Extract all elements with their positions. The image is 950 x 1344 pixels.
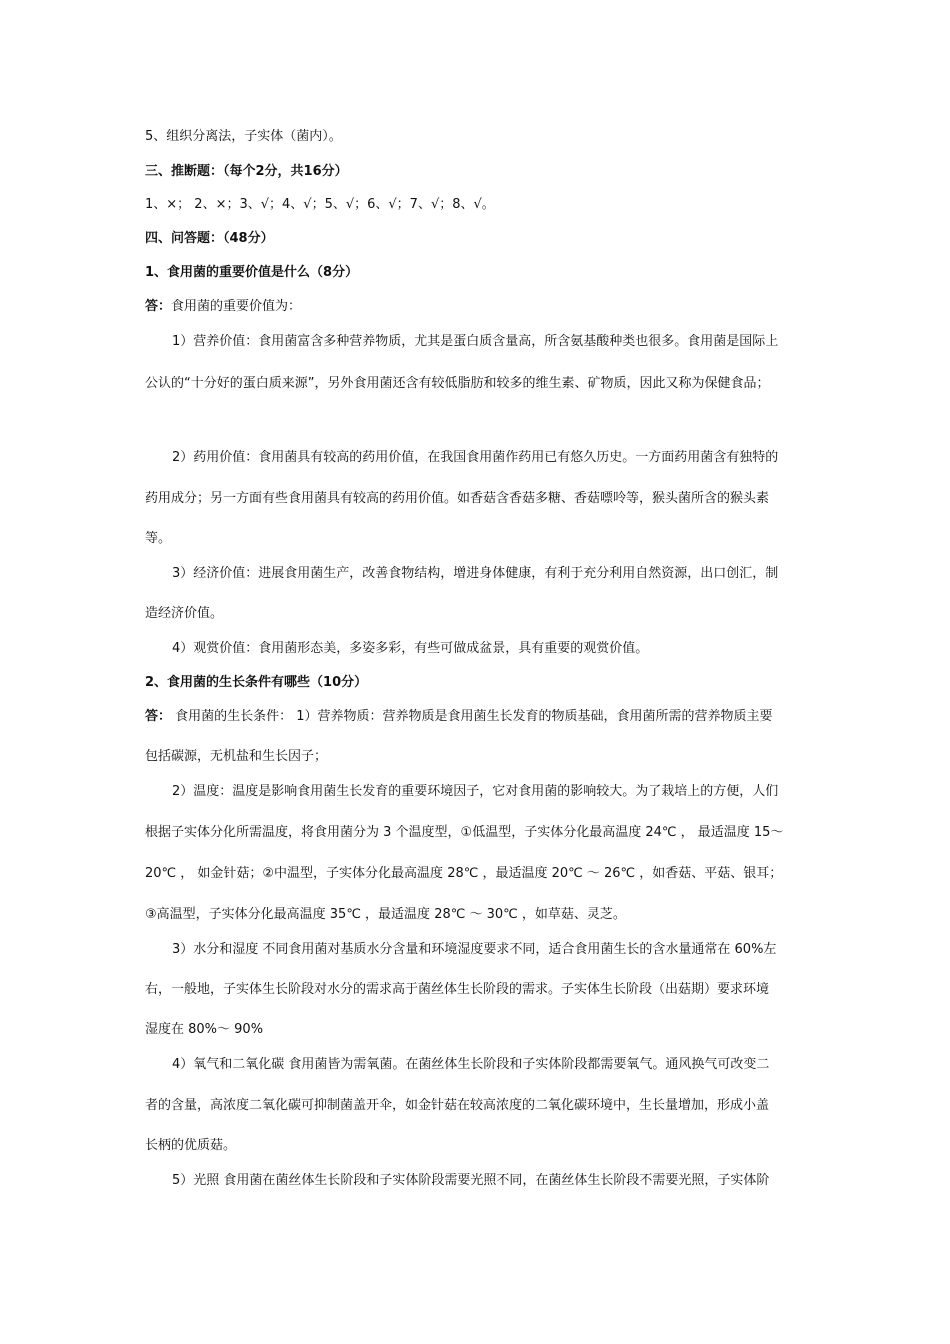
text-line: 4）观赏价值：食用菌形态美，多姿多彩，有些可做成盆景，具有重要的观赏价值。 bbox=[172, 641, 649, 656]
text-line: 造经济价值。 bbox=[145, 606, 224, 621]
text-line: 药用成分；另一方面有些食用菌具有较高的药用价值。如香菇含香菇多糖、香菇嘌呤等，猴头菌所含的猴头素 bbox=[145, 491, 770, 506]
answer-text: 食用菌的生长条件： 1）营养物质：营养物质是食用菌生长发育的物质基础，食用菌所需的营养物质主要 bbox=[171, 709, 773, 724]
section-heading: 三、推断题：（每个2分，共16分） bbox=[145, 164, 348, 179]
text-line: ③高温型，子实体分化最高温度 35℃ ，最适温度 28℃ ～ 30℃ ，如草菇、灵芝。 bbox=[145, 907, 626, 922]
answer-text: 食用菌的重要价值为： bbox=[171, 299, 302, 314]
text-line: 右，一般地，子实体生长阶段对水分的需求高于菌丝体生长阶段的需求。子实体生长阶段（出菇期）要求环境 bbox=[145, 982, 770, 997]
text-line: 4）氧气和二氧化碳 食用菌皆为需氧菌。在菌丝体生长阶段和子实体阶段都需要氧气。通风换气可改变二 bbox=[172, 1057, 770, 1072]
answer-label: 答： bbox=[145, 299, 172, 314]
text-line: 公认的“十分好的蛋白质来源”，另外食用菌还含有较低脂肪和较多的维生素、矿物质，因此又称为保健食品； bbox=[145, 376, 770, 391]
text-line: 2）药用价值：食用菌具有较高的药用价值，在我国食用菌作药用已有悠久历史。一方面药用菌含有独特的 bbox=[172, 450, 779, 465]
question-title: 2、食用菌的生长条件有哪些（10分） bbox=[145, 675, 368, 690]
text-line: 5、组织分离法，子实体（菌内）。 bbox=[145, 129, 342, 144]
text-line: 等。 bbox=[145, 531, 172, 546]
text-line: 3）经济价值：进展食用菌生产，改善食物结构，增进身体健康，有利于充分利用自然资源，出口创汇，制 bbox=[172, 566, 779, 581]
text-line: 1、×； 2、×；3、√；4、√；5、√；6、√；7、√；8、√。 bbox=[145, 197, 495, 212]
question-title: 1、食用菌的重要价值是什么（8分） bbox=[145, 265, 359, 280]
text-line: 湿度在 80%～ 90% bbox=[145, 1022, 264, 1037]
text-line: 3）水分和湿度 不同食用菌对基质水分含量和环境湿度要求不同，适合食用菌生长的含水量通常在 60%左 bbox=[172, 942, 777, 957]
text-line: 20℃ ， 如金针菇；②中温型，子实体分化最高温度 28℃ ，最适温度 20℃ ～ 26℃ ，如香菇、平菇、银耳； bbox=[145, 866, 783, 881]
text-line: 根据子实体分化所需温度，将食用菌分为 3 个温度型，①低温型，子实体分化最高温度 24℃ ， 最适温度 15～ bbox=[145, 825, 784, 840]
section-heading: 四、问答题：（48分） bbox=[145, 231, 274, 246]
answer-line bbox=[145, 298, 301, 316]
text-line: 1）营养价值：食用菌富含多种营养物质，尤其是蛋白质含量高，所含氨基酸种类也很多。食用菌是国际上 bbox=[172, 334, 779, 349]
text-line: 包括碳源，无机盐和生长因子； bbox=[145, 749, 328, 764]
answer-label: 答： bbox=[145, 709, 172, 724]
text-line: 5）光照 食用菌在菌丝体生长阶段和子实体阶段需要光照不同，在菌丝体生长阶段不需要光照，子实体阶 bbox=[172, 1173, 770, 1188]
text-line: 者的含量，高浓度二氧化碳可抑制菌盖开伞，如金针菇在较高浓度的二氧化碳环境中，生长量增加，形成小盖 bbox=[145, 1098, 770, 1113]
text-line: 长柄的优质菇。 bbox=[145, 1138, 237, 1153]
text-line: 2）温度：温度是影响食用菌生长发育的重要环境因子，它对食用菌的影响较大。为了栽培上的方便，人们 bbox=[172, 784, 779, 799]
answer-line bbox=[145, 708, 773, 726]
